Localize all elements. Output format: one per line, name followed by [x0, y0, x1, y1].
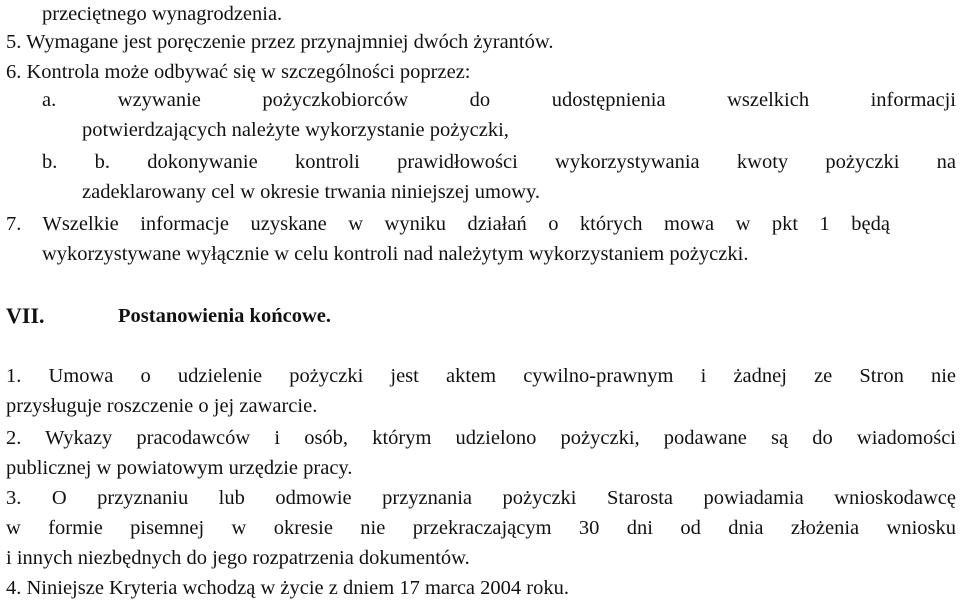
paragraph-2-line-1: 2. Wykazy pracodawców i osób, którym udzielono pożyczki, podawane są do wiadomości — [6, 427, 956, 449]
sub-item-6a-line-1: a. wzywanie pożyczkobiorców do udostępnienia wszelkich informacji — [42, 89, 956, 111]
paragraph-4: 4. Niniejsze Kryteria wchodzą w życie z dniem 17 marca 2004 roku. — [6, 577, 569, 599]
paragraph-3-line-1: 3. O przyznaniu lub odmowie przyznania pożyczki Starosta powiadamia wnioskodawcę — [6, 487, 956, 509]
list-item-7-line-1: 7. Wszelkie informacje uzyskane w wyniku działań o których mowa w pkt 1 będą — [6, 213, 890, 235]
sub-item-6a-line-2: potwierdzających należyte wykorzystanie pożyczki, — [82, 119, 509, 141]
section-title: Postanowienia końcowe. — [118, 305, 331, 327]
list-item-6: 6. Kontrola może odbywać się w szczególności poprzez: — [6, 61, 471, 83]
list-item-5: 5. Wymagane jest poręczenie przez przynajmniej dwóch żyrantów. — [6, 31, 554, 53]
paragraph-1-line-1: 1. Umowa o udzielenie pożyczki jest aktem cywilno-prawnym i żadnej ze Stron nie — [6, 365, 956, 387]
continuation-line: przeciętnego wynagrodzenia. — [42, 3, 283, 25]
list-item-7-line-2: wykorzystywane wyłącznie w celu kontroli nad należytym wykorzystaniem pożyczki. — [42, 243, 749, 265]
paragraph-3-line-2: w formie pisemnej w okresie nie przekraczającym 30 dni od dnia złożenia wniosku — [6, 517, 956, 539]
sub-item-6b-line-2: zadeklarowany cel w okresie trwania niniejszej umowy. — [82, 181, 541, 203]
paragraph-2-line-2: publicznej w powiatowym urzędzie pracy. — [6, 457, 353, 479]
sub-item-6b-line-1: b. b. dokonywanie kontroli prawidłowości wykorzystywania kwoty pożyczki na — [42, 151, 956, 173]
paragraph-3-line-3: i innych niezbędnych do jego rozpatrzenia dokumentów. — [6, 547, 470, 569]
section-number: VII. — [6, 303, 45, 328]
paragraph-1-line-2: przysługuje roszczenie o jej zawarcie. — [6, 395, 318, 417]
